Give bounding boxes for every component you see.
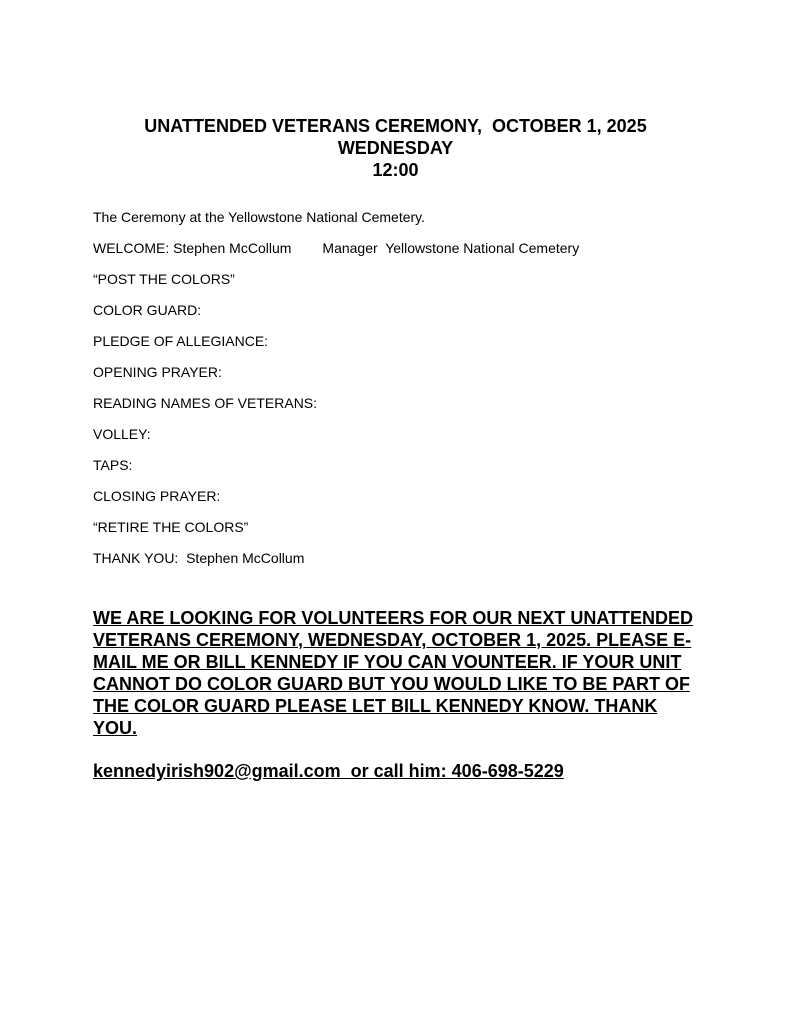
location-line: The Ceremony at the Yellowstone National Cemetery. [93,209,426,225]
title-block [0,115,791,181]
program-list [93,209,733,581]
welcome-line [93,240,733,257]
program-item-post-colors: “POST THE COLORS” [93,271,235,287]
program-item-thank-you: THANK YOU: Stephen McCollum [93,550,305,566]
contact-line[interactable]: kennedyirish902@gmail.com or call him: 406-698-5229 [93,761,564,781]
ceremony-day: WEDNESDAY [337,138,454,158]
program-item-closing-prayer: CLOSING PRAYER: [93,488,221,504]
program-item-retire-colors: “RETIRE THE COLORS” [93,519,249,535]
program-item-color-guard: COLOR GUARD: [93,302,202,318]
program-item-taps: TAPS: [93,457,133,473]
ceremony-time: 12:00 [372,160,419,180]
program-item-reading-names: READING NAMES OF VETERANS: [93,395,318,411]
welcome-title: Manager Yellowstone National Cemetery [322,240,580,256]
volunteer-notice: WE ARE LOOKING FOR VOLUNTEERS FOR OUR NEXT UNATTENDED VETERANS CEREMONY, WEDNESDAY, OCTOBER 1, 2025. PLEASE E-MAIL ME OR BILL KENNEDY IF YOU CAN VOUNTEER. IF YOUR UNIT CANNOT DO COLOR GUARD BUT YOU WOULD LIKE TO BE PART OF THE COLOR GUARD PLEASE LET BILL KENNEDY KNOW. THANK YOU. [93,608,694,738]
welcome-label: WELCOME: Stephen McCollum [93,240,292,256]
program-item-opening-prayer: OPENING PRAYER: [93,364,222,380]
ceremony-title: UNATTENDED VETERANS CEREMONY, OCTOBER 1, 2025 [144,116,647,136]
program-item-pledge: PLEDGE OF ALLEGIANCE: [93,333,269,349]
program-item-volley: VOLLEY: [93,426,151,442]
